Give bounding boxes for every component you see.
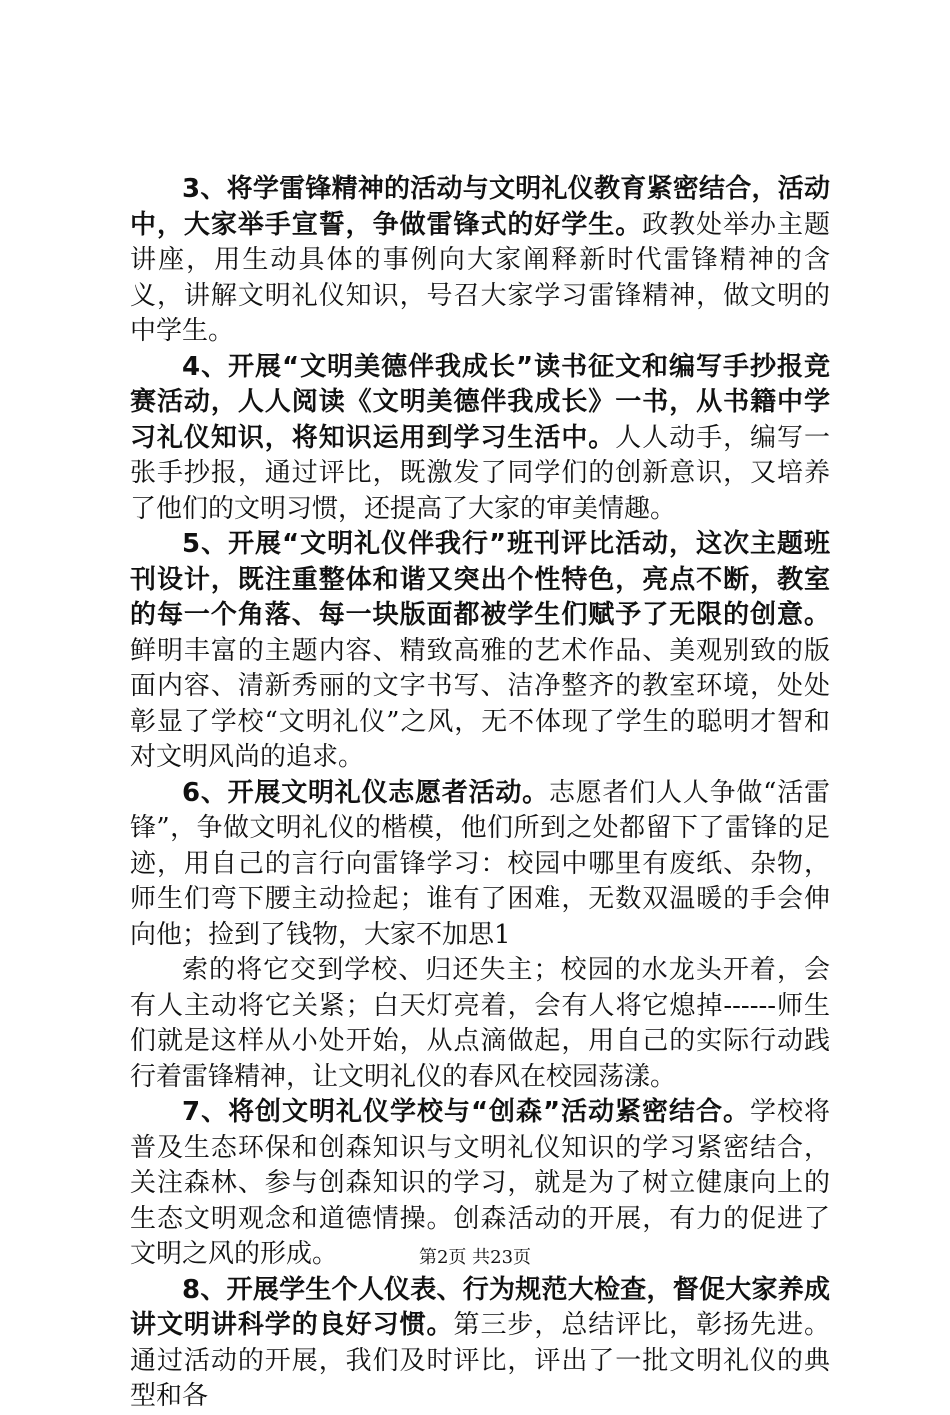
paragraph-6-continued [130, 953, 830, 1095]
paragraph-8-heading: 8、开展学生个人仪表、行为规范大检查，督促大家养成讲文明讲科学的良好习惯。 [130, 1274, 830, 1340]
paragraph-6 [130, 776, 830, 954]
document-body [130, 172, 830, 1415]
paragraph-3 [130, 172, 830, 350]
paragraph-4-text: 人人动手，编写一张手抄报，通过评比，既激发了同学们的创新意识，又培养了他们的文明习惯，还提高了大家的审美情趣。 [130, 422, 830, 524]
paragraph-5-text: 鲜明丰富的主题内容、精致高雅的艺术作品、美观别致的版面内容、清新秀丽的文字书写、洁净整齐的教室环境，处处彰显了学校“文明礼仪”之风，无不体现了学生的聪明才智和对文明风尚的追求。 [130, 635, 830, 772]
paragraph-3-heading: 3、将学雷锋精神的活动与文明礼仪教育紧密结合，活动中，大家举手宣誓，争做雷锋式的好学生。 [130, 174, 830, 240]
paragraph-5-heading: 5、开展“文明礼仪伴我行”班刊评比活动，这次主题班刊设计，既注重整体和谐又突出个性特色，亮点不断，教室的每一个角落、每一块版面都被学生们赋予了无限的创意。 [130, 529, 830, 630]
paragraph-6-text: 志愿者们人人争做“活雷锋”，争做文明礼仪的楷模，他们所到之处都留下了雷锋的足迹，用自己的言行向雷锋学习：校园中哪里有废纸、杂物，师生们弯下腰主动捡起；谁有了困难，无数双温暖的手会伸向他；捡到了钱物，大家不加思1 [130, 777, 830, 950]
paragraph-6-heading: 6、开展文明礼仪志愿者活动。 [182, 777, 549, 808]
paragraph-7-text: 学校将普及生态环保和创森知识与文明礼仪知识的学习紧密结合，关注森林、参与创森知识的学习，就是为了树立健康向上的生态文明观念和道德情操。创森活动的开展，有力的促进了文明之风的形成。 [130, 1097, 830, 1269]
paragraph-6-continued-text: 索的将它交到学校、归还失主；校园的水龙头开着，会有人主动将它关紧；白天灯亮着，会有人将它熄掉------师生们就是这样从小处开始，从点滴做起，用自己的实际行动践行着雷锋精神，让文明礼仪的春风在校园荡漾。 [130, 955, 830, 1092]
paragraph-3-text: 政教处举办主题讲座，用生动具体的事例向大家阐释新时代雷锋精神的含义，讲解文明礼仪知识，号召大家学习雷锋精神，做文明的中学生。 [130, 209, 830, 346]
paragraph-5 [130, 527, 830, 776]
paragraph-7-heading: 7、将创文明礼仪学校与“创森”活动紧密结合。 [182, 1097, 750, 1127]
paragraph-4-heading: 4、开展“文明美德伴我成长”读书征文和编写手抄报竞赛活动，人人阅读《文明美德伴我成长》一书，从书籍中学习礼仪知识，将知识运用到学习生活中。 [130, 351, 830, 453]
paragraph-8-text: 第三步，总结评比，彰扬先进。通过活动的开展，我们及时评比，评出了一批文明礼仪的典型和各 [130, 1310, 830, 1411]
paragraph-4 [130, 350, 830, 528]
page-footer: 第2页 共23页 [418, 1247, 532, 1268]
